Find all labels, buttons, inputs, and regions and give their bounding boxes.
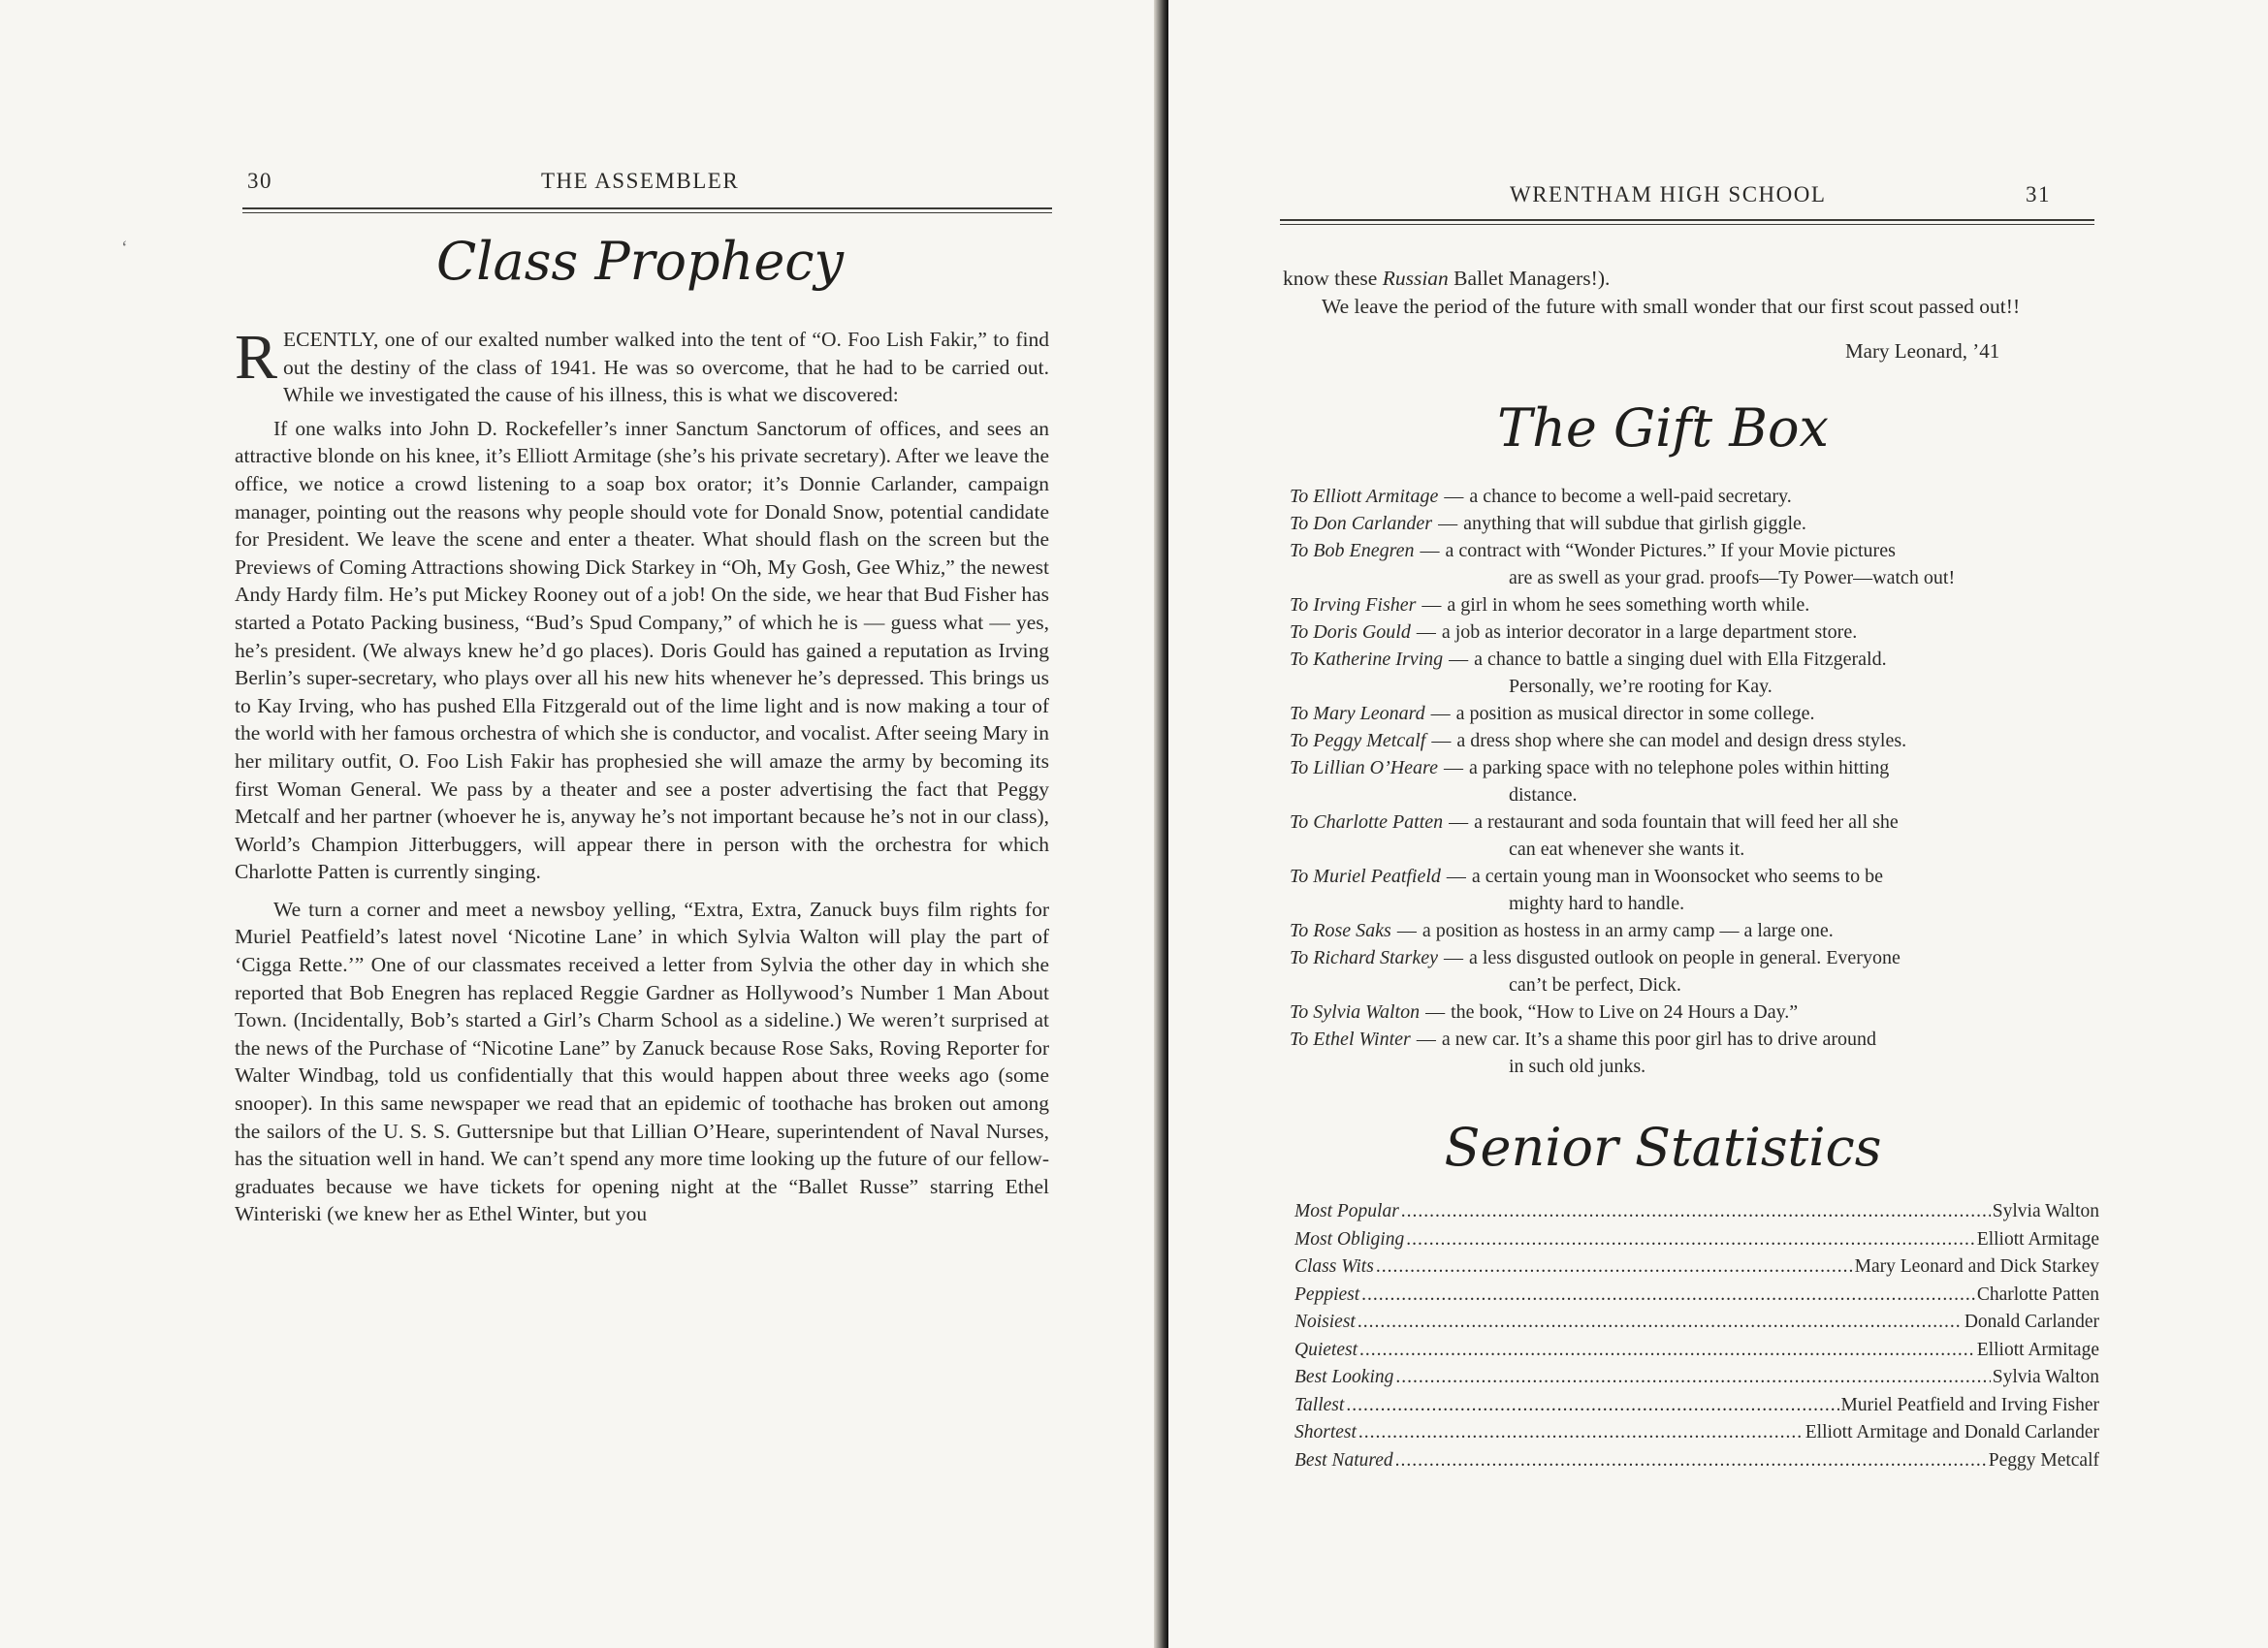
statistic-names: Sylvia Walton: [1992, 1367, 2099, 1387]
gift-description: the book, “How to Live on 24 Hours a Day.”: [1451, 1001, 1799, 1023]
page-number-left: 30: [247, 169, 272, 193]
statistic-category: Most Obliging: [1294, 1228, 1405, 1250]
gift-dash: —: [1444, 486, 1464, 507]
gift-item: [1290, 998, 2099, 1026]
gift-dash: —: [1420, 540, 1440, 561]
dot-leader: [1401, 1198, 1991, 1226]
running-head-right: WRENTHAM HIGH SCHOOL: [1510, 182, 1827, 206]
header-rule-right-thin: [1280, 224, 2094, 225]
continuation-line: know these Russian Ballet Managers!).: [1283, 267, 1611, 290]
gift-recipient: To Ethel Winter: [1290, 1029, 1411, 1050]
gift-item: [1290, 646, 2099, 673]
statistic-row: [1294, 1282, 2099, 1310]
prophecy-continuation: [1283, 265, 2095, 320]
statistic-category: Noisiest: [1294, 1312, 1356, 1332]
gift-recipient: To Bob Enegren: [1290, 540, 1415, 561]
gift-description: a certain young man in Woonsocket who seems to be: [1471, 866, 1883, 887]
gift-item: [1290, 808, 2099, 836]
dot-leader: [1376, 1253, 1853, 1282]
gift-description-continued: are as swell as your grad. proofs—Ty Power—watch out!: [1509, 567, 1956, 588]
gift-recipient: To Irving Fisher: [1290, 594, 1417, 616]
statistic-names: Peggy Metcalf: [1988, 1449, 2099, 1471]
header-rule-left: [242, 207, 1052, 209]
gift-dash: —: [1396, 920, 1417, 941]
statistic-row: [1294, 1309, 2099, 1337]
gift-description: a position as hostess in an army camp — a large one.: [1421, 920, 1834, 941]
closing-paragraph: We leave the period of the future with small wonder that our first scout passed out!!: [1322, 294, 2021, 318]
dot-leader: [1406, 1226, 1975, 1254]
gift-dash: —: [1416, 1029, 1436, 1050]
gift-item: [1290, 1026, 2099, 1053]
gift-description: a chance to become a well-paid secretary.: [1469, 486, 1792, 507]
gift-dash: —: [1431, 730, 1452, 751]
gift-item: [1290, 510, 2099, 537]
gift-dash: —: [1416, 621, 1436, 643]
statistic-names: Mary Leonard and Dick Starkey: [1854, 1256, 2099, 1277]
drop-cap: R: [235, 322, 278, 393]
dot-leader: [1358, 1309, 1963, 1337]
gift-description: a new car. It’s a shame this poor girl has to drive around: [1441, 1029, 1877, 1050]
gift-description-continued: can’t be perfect, Dick.: [1509, 974, 1681, 996]
senior-statistics-list: [1294, 1198, 2099, 1474]
statistic-category: Best Natured: [1294, 1449, 1393, 1471]
gift-description: anything that will subdue that girlish giggle.: [1463, 513, 1806, 534]
gift-description: a less disgusted outlook on people in general. Everyone: [1468, 947, 1901, 968]
paper-speck: ‘: [121, 238, 128, 259]
gift-description: a restaurant and soda fountain that will feed her all she: [1474, 811, 1899, 833]
gift-item: [1290, 618, 2099, 646]
dot-leader: [1395, 1364, 1990, 1392]
gift-recipient: To Muriel Peatfield: [1290, 866, 1441, 887]
gift-dash: —: [1438, 513, 1458, 534]
statistic-row: [1294, 1226, 2099, 1254]
gift-recipient: To Rose Saks: [1290, 920, 1391, 941]
gift-dash: —: [1425, 1001, 1446, 1023]
gift-description: a dress shop where she can model and design dress styles.: [1456, 730, 1907, 751]
gift-recipient: To Katherine Irving: [1290, 649, 1444, 670]
gift-description-continued: can eat whenever she wants it.: [1509, 839, 1745, 860]
right-page: [1168, 0, 2268, 1648]
gift-description-continued: mighty hard to handle.: [1509, 893, 1685, 914]
gift-description: a position as musical director in some college.: [1455, 703, 1815, 724]
page-number-right: 31: [2026, 182, 2051, 206]
statistic-category: Tallest: [1294, 1394, 1345, 1415]
statistic-names: Muriel Peatfield and Irving Fisher: [1840, 1394, 2099, 1415]
statistic-row: [1294, 1198, 2099, 1226]
paragraph-1: RECENTLY, one of our exalted number walked into the tent of “O. Foo Lish Fakir,” to find out the destiny of the class of 1941. He was so overcome, that he had to be carried out. While we investigated the cause of his illness, this is what we discovered:: [235, 322, 1049, 407]
header-rule-left-thin: [242, 212, 1052, 213]
gift-item: [1290, 537, 2099, 564]
gift-dash: —: [1449, 811, 1469, 833]
gift-box-title: The Gift Box: [1497, 397, 1829, 459]
gift-description: a contract with “Wonder Pictures.” If your Movie pictures: [1445, 540, 1896, 561]
class-prophecy-body: [235, 322, 1049, 1228]
gift-item: [1290, 863, 2099, 890]
gift-description: a parking space with no telephone poles within hitting: [1468, 757, 1890, 778]
statistic-names: Elliott Armitage and Donald Carlander: [1805, 1422, 2099, 1442]
gift-item: [1290, 754, 2099, 781]
gift-dash: —: [1446, 866, 1466, 887]
statistic-row: [1294, 1337, 2099, 1365]
statistic-names: Charlotte Patten: [1976, 1284, 2099, 1305]
dot-leader: [1395, 1447, 1987, 1475]
statistic-category: Best Looking: [1294, 1367, 1394, 1387]
gift-item: [1290, 591, 2099, 618]
senior-statistics-title: Senior Statistics: [1444, 1117, 1882, 1178]
statistic-row: [1294, 1253, 2099, 1282]
header-rule-right: [1280, 219, 2094, 221]
statistic-row: [1294, 1392, 2099, 1420]
running-head-left: THE ASSEMBLER: [541, 169, 740, 193]
gift-recipient: To Richard Starkey: [1290, 947, 1438, 968]
gift-item: [1290, 483, 2099, 510]
statistic-category: Class Wits: [1294, 1256, 1374, 1277]
author-signature: Mary Leonard, ’41: [1845, 339, 2000, 363]
gift-recipient: To Don Carlander: [1290, 513, 1433, 534]
paragraph-3: We turn a corner and meet a newsboy yelling, “Extra, Extra, Zanuck buys film rights for Muriel Peatfield’s latest novel ‘Nicotine Lane’ in which Sylvia Walton will play the part of ‘Cigga Rette.’” One of our classmates received a letter from Sylvia the other day in which she reported that Bob Enegren has replaced Reggie Gardner as Hollywood’s Number 1 Man About Town. (Incidentally, Bob’s started a Girl’s Charm School as a sideline.) We weren’t surprised at the news of the Purchase of “Nicotine Lane” by Zanuck because Rose Saks, Roving Reporter for Walter Windbag, told us confidentially that this would happen about three weeks ago (some snooper). In this same newspaper we read that an epidemic of toothache has broken out among the sailors of the U. S. S. Guttersnipe but that Lillian O’Heare, superintendent of Naval Nurses, has the situation well in hand. We can’t spend any more time looking up the future of our fellow-graduates because we have tickets for opening night at the “Ballet Russe” starring Ethel Winteriski (we knew her as Ethel Winter, but you: [235, 897, 1049, 1226]
statistic-names: Elliott Armitage: [1976, 1339, 2099, 1360]
gift-item: [1290, 700, 2099, 727]
gift-description-continued: in such old junks.: [1509, 1056, 1646, 1077]
statistic-names: Elliott Armitage: [1976, 1228, 2099, 1250]
statistic-names: Donald Carlander: [1964, 1312, 2099, 1332]
gift-dash: —: [1421, 594, 1442, 616]
statistic-category: Peppiest: [1294, 1284, 1360, 1305]
gift-description: a job as interior decorator in a large department store.: [1441, 621, 1858, 643]
statistic-row: [1294, 1419, 2099, 1447]
statistic-names: Sylvia Walton: [1992, 1201, 2099, 1221]
paragraph-2: If one walks into John D. Rockefeller’s inner Sanctum Sanctorum of offices, and sees an attractive blonde on his knee, it’s Elliott Armitage (she’s his private secretary). After we leave the office, we notice a crowd listening to a soap box orator; it’s Donnie Carlander, campaign manager, pointing out the reasons why people should vote for Donald Snow, potential candidate for President. We leave the scene and enter a theater. What should flash on the screen but the Previews of Coming Attractions showing Dick Starkey in “Oh, My Gosh, Gee Whiz,” the newest Andy Hardy film. He’s put Mickey Rooney out of a job! On the side, we hear that Bud Fisher has started a Potato Packing business, “Bud’s Spud Company,” of which he is — guess what — yes, he’s president. (We always knew he’d go places). Doris Gould has gained a reputation as Irving Berlin’s super-secretary, who plays over all his new hits whenever he’s depressed. This brings us to Kay Irving, who has pushed Ella Fitzgerald out of the lime light and is now making a tour of the world with her famous orchestra of which she is conductor, and vocalist. After seeing Mary in her military outfit, O. Foo Lish Fakir has prophesied she will amaze the army by becoming its first Woman General. We pass by a theater and see a poster advertising the fact that Peggy Metcalf and her partner (whoever he is, anyway he’s not important because he’s not in our class), World’s Champion Jitterbuggers, will appear there in person with the orchestra for which Charlotte Patten is currently singing.: [235, 416, 1049, 884]
dot-leader: [1346, 1392, 1838, 1420]
gift-dash: —: [1443, 757, 1463, 778]
statistic-row: [1294, 1447, 2099, 1475]
statistic-row: [1294, 1364, 2099, 1392]
gift-recipient: To Doris Gould: [1290, 621, 1411, 643]
gift-recipient: To Lillian O’Heare: [1290, 757, 1438, 778]
statistic-category: Shortest: [1294, 1422, 1357, 1442]
gift-recipient: To Mary Leonard: [1290, 703, 1425, 724]
gift-item: [1290, 944, 2099, 971]
gift-description-continued: Personally, we’re rooting for Kay.: [1509, 676, 1773, 697]
gift-description-continued: distance.: [1509, 784, 1578, 806]
gift-dash: —: [1449, 649, 1469, 670]
gift-item: [1290, 917, 2099, 944]
gift-box-list: [1290, 483, 2099, 1080]
gift-item: [1290, 727, 2099, 754]
statistic-category: Most Popular: [1294, 1201, 1399, 1221]
dot-leader: [1359, 1337, 1975, 1365]
gift-recipient: To Sylvia Walton: [1290, 1001, 1421, 1023]
gift-recipient: To Peggy Metcalf: [1290, 730, 1426, 751]
gift-recipient: To Charlotte Patten: [1290, 811, 1444, 833]
class-prophecy-title: Class Prophecy: [435, 231, 845, 292]
gift-description: a girl in whom he sees something worth while.: [1447, 594, 1810, 616]
dot-leader: [1358, 1419, 1804, 1447]
gift-description: a chance to battle a singing duel with Ella Fitzgerald.: [1474, 649, 1887, 670]
gift-dash: —: [1430, 703, 1451, 724]
statistic-category: Quietest: [1294, 1339, 1358, 1360]
dot-leader: [1361, 1282, 1975, 1310]
gift-dash: —: [1443, 947, 1463, 968]
gift-recipient: To Elliott Armitage: [1290, 486, 1439, 507]
